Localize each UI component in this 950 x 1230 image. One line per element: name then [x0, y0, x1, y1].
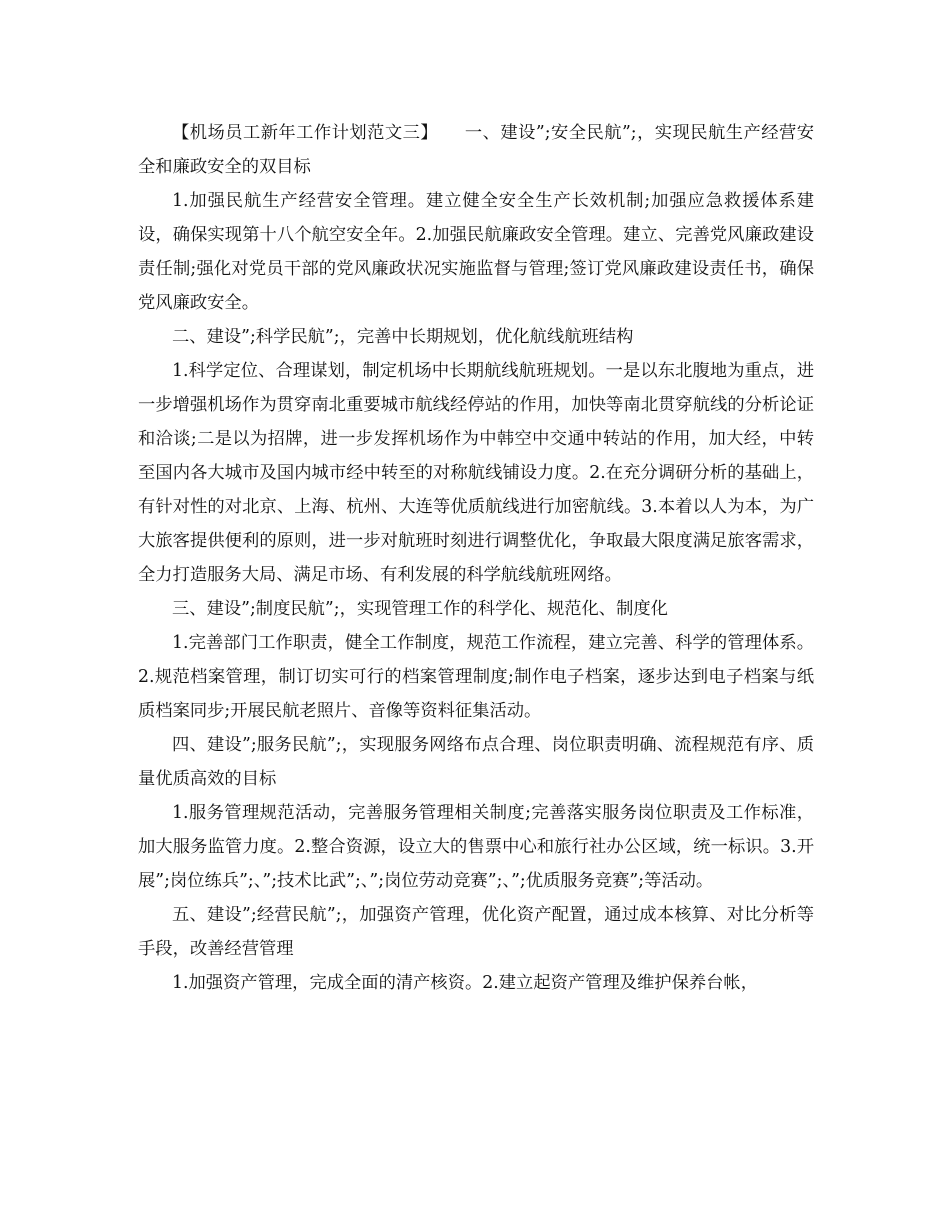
paragraph-1: 【机场员工新年工作计划范文三】 一、建设”;安全民航”;，实现民航生产经营安全和廉政安全的双目标 [138, 123, 814, 177]
paragraph-5: 三、建设”;制度民航”;，实现管理工作的科学化、规范化、制度化 [172, 599, 668, 619]
paragraph-9: 五、建设”;经营民航”;，加强资产管理，优化资产配置，通过成本核算、对比分析等手段，改善经营管理 [138, 905, 814, 959]
document-body [138, 116, 814, 1000]
paragraph-7: 四、建设”;服务民航”;，实现服务网络布点合理、岗位职责明确、流程规范有序、质量优质高效的目标 [138, 735, 814, 789]
paragraph-3: 二、建设”;科学民航”;，完善中长期规划，优化航线航班结构 [172, 327, 634, 347]
paragraph-4: 1.科学定位、合理谋划，制定机场中长期航线航班规划。一是以东北腹地为重点，进一步增强机场作为贯穿南北重要城市航线经停站的作用，加快等南北贯穿航线的分析论证和洽谈;二是以为招牌，进一步发挥机场作为中韩空中交通中转站的作用，加大经，中转至国内各大城市及国内城市经中转至的对称航线铺设力度。2.在充分调研分析的基础上，有针对性的对北京、上海、杭州、大连等优质航线进行加密航线。3.本着以人为本，为广大旅客提供便利的原则，进一步对航班时刻进行调整优化，争取最大限度满足旅客需求，全力打造服务大局、满足市场、有利发展的科学航线航班网络。 [138, 361, 814, 585]
paragraph-2: 1.加强民航生产经营安全管理。建立健全安全生产长效机制;加强应急救援体系建设，确保实现第十八个航空安全年。2.加强民航廉政安全管理。建立、完善党风廉政建设责任制;强化对党员干部的党风廉政状况实施监督与管理;签订党风廉政建设责任书，确保党风廉政安全。 [138, 191, 814, 313]
paragraph-6: 1.完善部门工作职责，健全工作制度，规范工作流程，建立完善、科学的管理体系。2.规范档案管理，制订切实可行的档案管理制度;制作电子档案，逐步达到电子档案与纸质档案同步;开展民航老照片、音像等资料征集活动。 [138, 633, 814, 721]
paragraph-8: 1.服务管理规范活动，完善服务管理相关制度;完善落实服务岗位职责及工作标准，加大服务监管力度。2.整合资源，设立大的售票中心和旅行社办公区域，统一标识。3.开展”;岗位练兵”;、”;技术比武”;、”;岗位劳动竞赛”;、”;优质服务竞赛”;等活动。 [138, 803, 814, 891]
paragraph-10: 1.加强资产管理，完成全面的清产核资。2.建立起资产管理及维护保养台帐， [172, 973, 758, 993]
